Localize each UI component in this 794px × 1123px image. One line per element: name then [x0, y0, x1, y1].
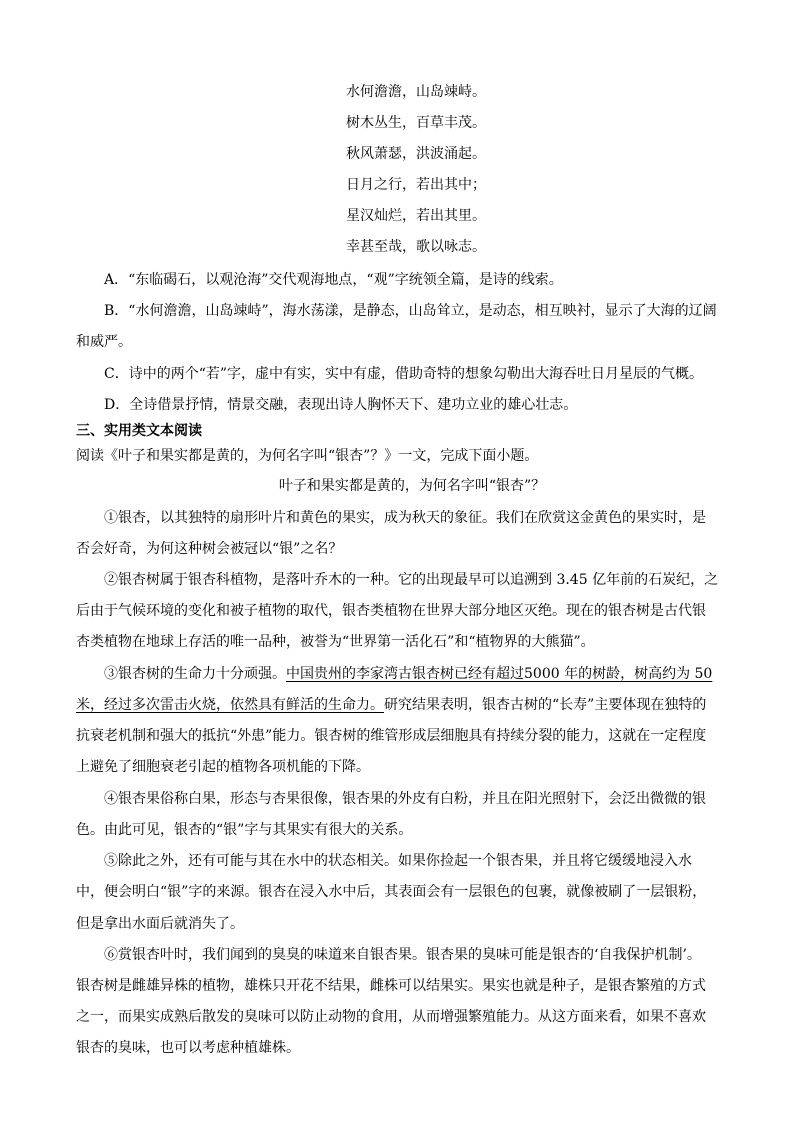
poem-line-2: 树木丛生，百草丰茂。	[346, 115, 486, 131]
poem-line-6: 幸甚至哉，歌以咏志。	[346, 239, 486, 255]
paragraph-3-research: 研究结果表明，银杏古树的“长寿”主要体现在独特的	[384, 697, 707, 713]
paragraph-6-line-1: ⑥赏银杏叶时，我们闻到的臭臭的味道来自银杏果。银杏果的臭味可能是银杏的‘自我保护机制’。	[104, 947, 701, 963]
paragraph-5-line-1: ⑤除此之外，还有可能与其在水中的状态相关。如果你捡起一个银杏果，并且将它缓缓地浸入水	[104, 853, 692, 869]
paragraph-5-line-3: 但是拿出水面后就消失了。	[76, 916, 244, 932]
poem-line-5: 星汉灿烂，若出其里。	[346, 208, 486, 224]
reading-instruction: 阅读《叶子和果实都是黄的，为何名字叫“银杏”？》一文，完成下面小题。	[76, 448, 539, 464]
paragraph-2-line-1: ②银杏树属于银杏科植物，是落叶乔木的一种。它的出现最早可以追溯到 3.45 亿年前的石炭纪，之	[104, 572, 719, 588]
paragraph-3-line-2	[76, 695, 706, 715]
option-c: C．诗中的两个“若”字，虚中有实，实中有虚，借助奇特的想象勾勒出大海吞吐日月星辰的气概。	[104, 366, 704, 382]
paragraph-3-line-4: 上避免了细胞衰老引起的植物各项机能的下降。	[76, 759, 370, 775]
paragraph-2-line-2: 后由于气候环境的变化和被子植物的取代，银杏类植物在世界大部分地区灭绝。现在的银杏树是古代银	[76, 603, 706, 619]
article-title: 叶子和果实都是黄的，为何名字叫“银杏”？	[278, 478, 546, 494]
paragraph-1-line-2: 否会好奇，为何这种树会被冠以“银”之名？	[76, 541, 343, 557]
underlined-example-part-2: 米，经过多次雷击火烧，依然具有鲜活的生命力。	[76, 697, 384, 713]
option-b-line-1: B．“水何澹澹，山岛竦峙”，海水荡漾，是静态，山岛耸立，是动态，相互映衬，显示了大海的辽阔	[104, 303, 717, 319]
section-heading: 三、实用类文本阅读	[76, 423, 202, 439]
poem-line-3: 秋风萧瑟，洪波涌起。	[346, 146, 486, 162]
paragraph-2-line-3: 杏类植物在地球上存活的唯一品种，被誉为“世界第一活化石”和“植物界的大熊猫”。	[76, 634, 595, 650]
paragraph-1-line-1: ①银杏，以其独特的扇形叶片和黄色的果实，成为秋天的象征。我们在欣赏这金黄色的果实时，是	[104, 510, 706, 526]
paragraph-3-line-1	[76, 664, 712, 684]
option-d: D．全诗借景抒情，情景交融，表现出诗人胸怀天下、建功立业的雄心壮志。	[104, 397, 578, 413]
option-a: A．“东临碣石，以观沧海”交代观海地点，“观”字统领全篇，是诗的线索。	[104, 272, 563, 288]
paragraph-6-line-2: 银杏树是雌雄异株的植物，雄株只开花不结果，雌株可以结果实。果实也就是种子，是银杏繁殖的方式	[76, 978, 706, 994]
paragraph-3-line-3: 抗衰老机制和强大的抵抗“外患”能力。银杏树的维管形成层细胞具有持续分裂的能力，这就在一定程度	[76, 728, 707, 744]
paragraph-6-line-4: 银杏的臭味，也可以考虑种植雄株。	[76, 1040, 300, 1056]
paragraph-4-line-2: 色。由此可见，银杏的“银”字与其果实有很大的关系。	[76, 822, 413, 838]
option-b-line-2: 和威严。	[76, 334, 132, 350]
underlined-example-part-1: 中国贵州的李家湾古银杏树已经有超过5000 年的树龄，树高约为 50	[286, 666, 713, 682]
paragraph-3-intro: ③银杏树的生命力十分顽强。	[104, 666, 286, 682]
paragraph-5-line-2: 中，便会明白“银”字的来源。银杏在浸入水中后，其表面会有一层银色的包裹，就像被刷了一层银粉，	[76, 884, 707, 900]
poem-line-4: 日月之行，若出其中；	[346, 177, 486, 193]
paragraph-6-line-3: 之一，而果实成熟后散发的臭味可以防止动物的食用，从而增强繁殖能力。从这方面来看，如果不喜欢	[76, 1009, 706, 1025]
paragraph-4-line-1: ④银杏果俗称白果，形态与杏果很像，银杏果的外皮有白粉，并且在阳光照射下，会泛出微微的银	[104, 791, 706, 807]
poem-line-1: 水何澹澹，山岛竦峙。	[346, 84, 486, 100]
